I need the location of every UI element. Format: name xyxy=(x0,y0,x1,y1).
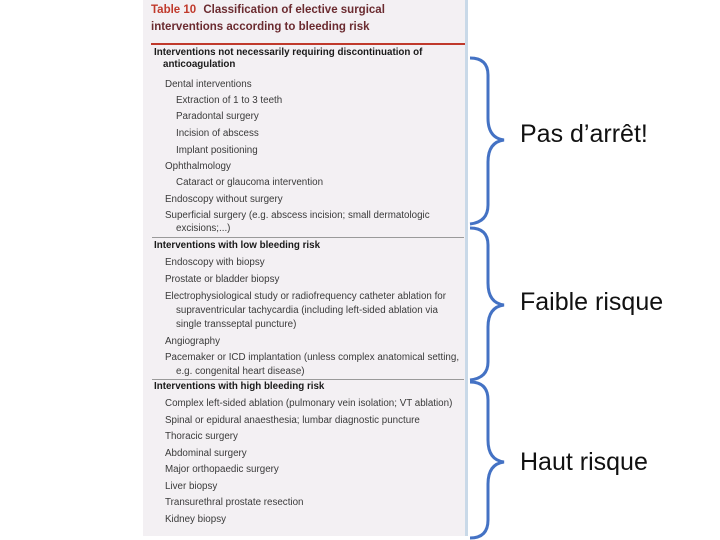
label-low-risk: Faible risque xyxy=(520,288,664,316)
label-high-risk: Haut risque xyxy=(520,448,648,476)
table-title-line2: interventions according to bleeding risk xyxy=(151,21,370,33)
section-heading-high: Interventions with high bleeding risk xyxy=(154,381,325,392)
table-row: Incision of abscess xyxy=(176,128,259,139)
table-row: Dental interventions xyxy=(165,79,252,90)
section-heading-none: Interventions not necessarily requiring discontinuation of xyxy=(154,47,423,58)
table-row: Abdominal surgery xyxy=(165,448,247,459)
table-row: Endoscopy without surgery xyxy=(165,194,283,205)
label-no-interruption: Pas d’arrêt! xyxy=(520,120,648,148)
table-row: Angiography xyxy=(165,336,221,347)
table-row: single transseptal puncture) xyxy=(176,319,297,330)
table-row: Liver biopsy xyxy=(165,481,218,492)
table-row: Thoracic surgery xyxy=(165,431,238,442)
table-row: Superficial surgery (e.g. abscess incision; small dermatologic xyxy=(165,210,430,221)
brace-high-risk xyxy=(470,382,504,538)
section-divider xyxy=(152,237,464,238)
table-title-line1: Classification of elective surgical xyxy=(203,4,385,16)
brace-low-risk xyxy=(470,228,504,380)
table-row: Pacemaker or ICD implantation (unless complex anatomical setting, xyxy=(165,352,460,363)
table-row: excisions;...) xyxy=(176,223,231,234)
classification-table xyxy=(143,0,468,536)
table-title xyxy=(151,2,451,36)
table-row: Paradontal surgery xyxy=(176,111,259,122)
table-row: Spinal or epidural anaesthesia; lumbar diagnostic puncture xyxy=(165,415,420,426)
table-row: Complex left-sided ablation (pulmonary vein isolation; VT ablation) xyxy=(165,398,453,409)
table-row: Prostate or bladder biopsy xyxy=(165,274,280,285)
table-row: Kidney biopsy xyxy=(165,514,226,525)
table-row: Electrophysiological study or radiofrequency catheter ablation for xyxy=(165,291,447,302)
table-number: Table 10 xyxy=(151,4,197,16)
section-heading-low: Interventions with low bleeding risk xyxy=(154,240,321,251)
table-row: Ophthalmology xyxy=(165,161,231,172)
section-divider xyxy=(152,379,464,380)
table-row: Extraction of 1 to 3 teeth xyxy=(176,95,283,106)
brace-group xyxy=(458,0,528,540)
table-row: Implant positioning xyxy=(176,145,258,156)
section-heading-none-cont: anticoagulation xyxy=(163,59,236,70)
brace-no-interruption xyxy=(470,58,504,224)
table-row: Cataract or glaucoma intervention xyxy=(176,177,324,188)
table-row: e.g. congenital heart disease) xyxy=(176,366,305,377)
table-row: Endoscopy with biopsy xyxy=(165,257,265,268)
table-row: Major orthopaedic surgery xyxy=(165,464,279,475)
table-row: Transurethral prostate resection xyxy=(165,497,304,508)
table-row: supraventricular tachycardia (including left-sided ablation via xyxy=(176,305,438,316)
title-rule xyxy=(151,43,465,45)
